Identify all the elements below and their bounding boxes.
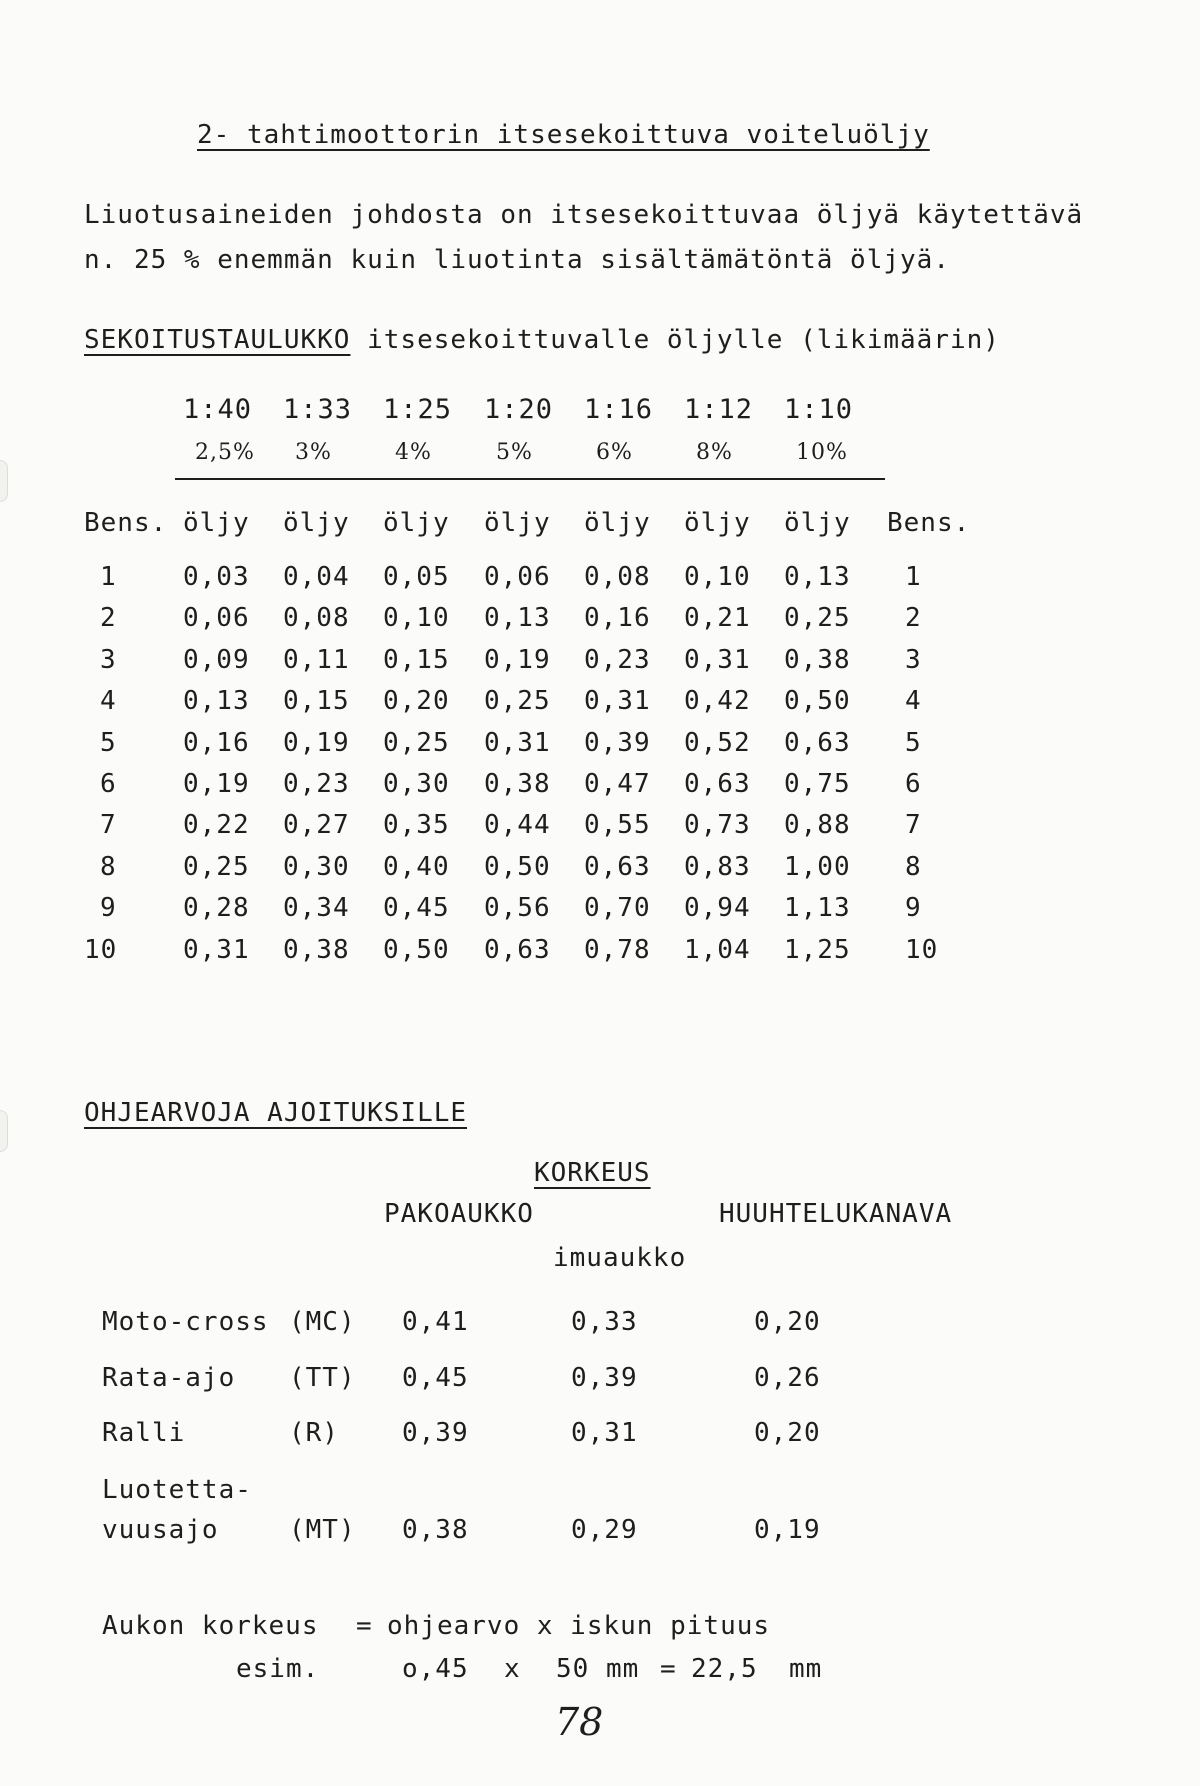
mix-cell: 0,35 <box>383 810 450 840</box>
mix-table-divider <box>175 478 885 480</box>
mix-percent-header: 4% <box>395 440 432 465</box>
mix-percent-header: 5% <box>496 440 533 465</box>
mix-row-bens-left: 3 <box>100 645 117 675</box>
mix-cell: 0,19 <box>283 728 350 758</box>
mix-ratio-header: 1:16 <box>584 394 654 425</box>
formula-rhs: ohjearvo x iskun pituus <box>387 1611 771 1641</box>
formula-example-unit: mm <box>789 1654 823 1684</box>
mix-cell: 0,70 <box>584 893 651 923</box>
timing-row-huuhtelu: 0,20 <box>754 1307 821 1337</box>
mix-header-bens-right: Bens. <box>887 508 971 538</box>
mix-header-oljy: öljy <box>283 508 350 538</box>
mix-cell: 0,75 <box>784 769 851 799</box>
mix-cell: 1,13 <box>784 893 851 923</box>
formula-example-eq: = <box>660 1654 677 1684</box>
mix-cell: 0,30 <box>283 852 350 882</box>
mix-cell: 0,83 <box>684 852 751 882</box>
mix-cell: 0,13 <box>183 686 250 716</box>
mix-cell: 0,21 <box>684 603 751 633</box>
mix-cell: 0,25 <box>383 728 450 758</box>
mix-row-bens-left: 4 <box>100 686 117 716</box>
page-number: 78 <box>555 1700 604 1744</box>
mix-header-oljy: öljy <box>584 508 651 538</box>
mix-row-bens-right: 10 <box>905 935 939 965</box>
mix-percent-header: 10% <box>796 440 848 465</box>
mix-cell: 1,25 <box>784 935 851 965</box>
mix-cell: 0,63 <box>484 935 551 965</box>
mix-cell: 0,78 <box>584 935 651 965</box>
timing-row-imu: 0,39 <box>571 1363 638 1393</box>
mix-cell: 0,13 <box>784 562 851 592</box>
mix-header-oljy: öljy <box>484 508 551 538</box>
mix-cell: 0,16 <box>584 603 651 633</box>
timing-row-pako: 0,45 <box>402 1363 469 1393</box>
mix-cell: 0,42 <box>684 686 751 716</box>
mix-percent-header: 2,5% <box>195 440 255 465</box>
mix-cell: 0,08 <box>283 603 350 633</box>
mix-cell: 0,04 <box>283 562 350 592</box>
timing-row-name: Moto-cross <box>102 1307 269 1337</box>
mix-cell: 0,34 <box>283 893 350 923</box>
mix-percent-header: 6% <box>596 440 633 465</box>
mix-header-oljy: öljy <box>684 508 751 538</box>
mix-cell: 0,06 <box>183 603 250 633</box>
mix-cell: 0,31 <box>584 686 651 716</box>
mix-cell: 0,63 <box>584 852 651 882</box>
timing-row-name-line2: vuusajo <box>102 1515 219 1545</box>
mix-percent-header: 8% <box>696 440 733 465</box>
mix-cell: 0,31 <box>684 645 751 675</box>
mix-row-bens-left: 7 <box>100 810 117 840</box>
mix-cell: 0,94 <box>684 893 751 923</box>
formula-example-label: esim. <box>236 1654 320 1684</box>
mix-cell: 0,25 <box>183 852 250 882</box>
mix-cell: 0,88 <box>784 810 851 840</box>
punch-hole-mark <box>0 1110 8 1152</box>
mix-cell: 0,16 <box>183 728 250 758</box>
timing-row-huuhtelu: 0,19 <box>754 1515 821 1545</box>
mix-percent-header: 3% <box>295 440 332 465</box>
mix-cell: 0,08 <box>584 562 651 592</box>
mix-ratio-header: 1:33 <box>283 394 353 425</box>
mix-header-oljy: öljy <box>383 508 450 538</box>
formula-example-x: x <box>504 1654 521 1684</box>
timing-row-name: Rata-ajo <box>102 1363 236 1393</box>
mix-cell: 0,19 <box>484 645 551 675</box>
mix-cell: 0,25 <box>784 603 851 633</box>
timing-row-pako: 0,39 <box>402 1418 469 1448</box>
mix-header-oljy: öljy <box>784 508 851 538</box>
mix-cell: 0,63 <box>684 769 751 799</box>
mix-cell: 1,00 <box>784 852 851 882</box>
timing-col-pakoaukko: PAKOAUKKO <box>384 1199 534 1229</box>
mix-cell: 0,50 <box>784 686 851 716</box>
mix-cell: 0,13 <box>484 603 551 633</box>
formula-example-result: 22,5 <box>691 1654 758 1684</box>
mix-cell: 0,45 <box>383 893 450 923</box>
timing-row-imu: 0,31 <box>571 1418 638 1448</box>
mix-cell: 0,50 <box>383 935 450 965</box>
mix-ratio-header: 1:40 <box>183 394 253 425</box>
mix-row-bens-left: 9 <box>100 893 117 923</box>
mix-row-bens-left: 6 <box>100 769 117 799</box>
mix-cell: 0,15 <box>283 686 350 716</box>
mix-cell: 0,09 <box>183 645 250 675</box>
mix-cell: 0,47 <box>584 769 651 799</box>
mix-row-bens-right: 8 <box>905 852 922 882</box>
mix-table-heading-underlined: SEKOITUSTAULUKKO <box>84 325 351 355</box>
mix-cell: 0,23 <box>283 769 350 799</box>
mix-ratio-header: 1:25 <box>383 394 453 425</box>
timing-group-header: KORKEUS <box>534 1158 651 1188</box>
timing-row-code: (R) <box>289 1418 339 1448</box>
mix-cell: 0,44 <box>484 810 551 840</box>
mix-row-bens-right: 7 <box>905 810 922 840</box>
mix-row-bens-right: 9 <box>905 893 922 923</box>
mix-header-bens-left: Bens. <box>84 508 168 538</box>
timing-row-pako: 0,38 <box>402 1515 469 1545</box>
mix-header-oljy: öljy <box>183 508 250 538</box>
mix-table-heading <box>84 325 1000 355</box>
mix-cell: 0,23 <box>584 645 651 675</box>
mix-cell: 0,55 <box>584 810 651 840</box>
mix-row-bens-left: 8 <box>100 852 117 882</box>
timing-col-huuhtelukanava: HUUHTELUKANAVA <box>719 1199 953 1229</box>
mix-row-bens-left: 1 <box>100 562 117 592</box>
timing-row-huuhtelu: 0,20 <box>754 1418 821 1448</box>
mix-cell: 0,10 <box>684 562 751 592</box>
mix-cell: 0,38 <box>784 645 851 675</box>
mix-row-bens-right: 3 <box>905 645 922 675</box>
timing-row-imu: 0,29 <box>571 1515 638 1545</box>
page-title: 2- tahtimoottorin itsesekoittuva voiteluöljy <box>197 120 930 150</box>
formula-example-value: o,45 <box>402 1654 469 1684</box>
mix-ratio-header: 1:10 <box>784 394 854 425</box>
mix-ratio-header: 1:20 <box>484 394 554 425</box>
mix-cell: 0,11 <box>283 645 350 675</box>
punch-hole-mark <box>0 460 8 502</box>
formula-example-stroke: 50 mm <box>556 1654 640 1684</box>
timing-col-imuaukko: imuaukko <box>553 1243 687 1273</box>
mix-cell: 0,31 <box>484 728 551 758</box>
timing-row-name-line1: Luotetta- <box>102 1475 252 1505</box>
mix-row-bens-left: 2 <box>100 603 117 633</box>
mix-row-bens-left: 10 <box>84 935 118 965</box>
mix-cell: 0,40 <box>383 852 450 882</box>
mix-cell: 0,28 <box>183 893 250 923</box>
mix-cell: 0,63 <box>784 728 851 758</box>
mix-cell: 0,52 <box>684 728 751 758</box>
intro-line-1: Liuotusaineiden johdosta on itsesekoittuvaa öljyä käytettävä <box>84 200 1084 230</box>
formula-lhs: Aukon korkeus <box>102 1611 319 1641</box>
mix-cell: 0,19 <box>183 769 250 799</box>
mix-table-heading-rest: itsesekoittuvalle öljylle (likimäärin) <box>367 325 1000 355</box>
timing-row-code: (TT) <box>289 1363 356 1393</box>
formula-eq: = <box>356 1611 373 1641</box>
mix-cell: 0,05 <box>383 562 450 592</box>
mix-cell: 0,06 <box>484 562 551 592</box>
mix-cell: 0,30 <box>383 769 450 799</box>
timing-row-imu: 0,33 <box>571 1307 638 1337</box>
mix-row-bens-right: 1 <box>905 562 922 592</box>
mix-cell: 0,31 <box>183 935 250 965</box>
mix-row-bens-right: 4 <box>905 686 922 716</box>
timing-row-huuhtelu: 0,26 <box>754 1363 821 1393</box>
mix-cell: 0,15 <box>383 645 450 675</box>
mix-cell: 1,04 <box>684 935 751 965</box>
mix-cell: 0,73 <box>684 810 751 840</box>
intro-line-2: n. 25 % enemmän kuin liuotinta sisältämätöntä öljyä. <box>84 245 950 275</box>
mix-row-bens-right: 6 <box>905 769 922 799</box>
mix-ratio-header: 1:12 <box>684 394 754 425</box>
mix-cell: 0,20 <box>383 686 450 716</box>
mix-row-bens-left: 5 <box>100 728 117 758</box>
mix-row-bens-right: 5 <box>905 728 922 758</box>
timing-row-code: (MT) <box>289 1515 356 1545</box>
timing-heading: OHJEARVOJA AJOITUKSILLE <box>84 1098 468 1128</box>
mix-cell: 0,38 <box>283 935 350 965</box>
mix-cell: 0,22 <box>183 810 250 840</box>
mix-cell: 0,25 <box>484 686 551 716</box>
mix-cell: 0,27 <box>283 810 350 840</box>
timing-row-name: Ralli <box>102 1418 186 1448</box>
timing-row-code: (MC) <box>289 1307 356 1337</box>
mix-row-bens-right: 2 <box>905 603 922 633</box>
mix-cell: 0,03 <box>183 562 250 592</box>
mix-cell: 0,39 <box>584 728 651 758</box>
mix-cell: 0,38 <box>484 769 551 799</box>
mix-cell: 0,10 <box>383 603 450 633</box>
mix-cell: 0,50 <box>484 852 551 882</box>
mix-cell: 0,56 <box>484 893 551 923</box>
timing-row-pako: 0,41 <box>402 1307 469 1337</box>
